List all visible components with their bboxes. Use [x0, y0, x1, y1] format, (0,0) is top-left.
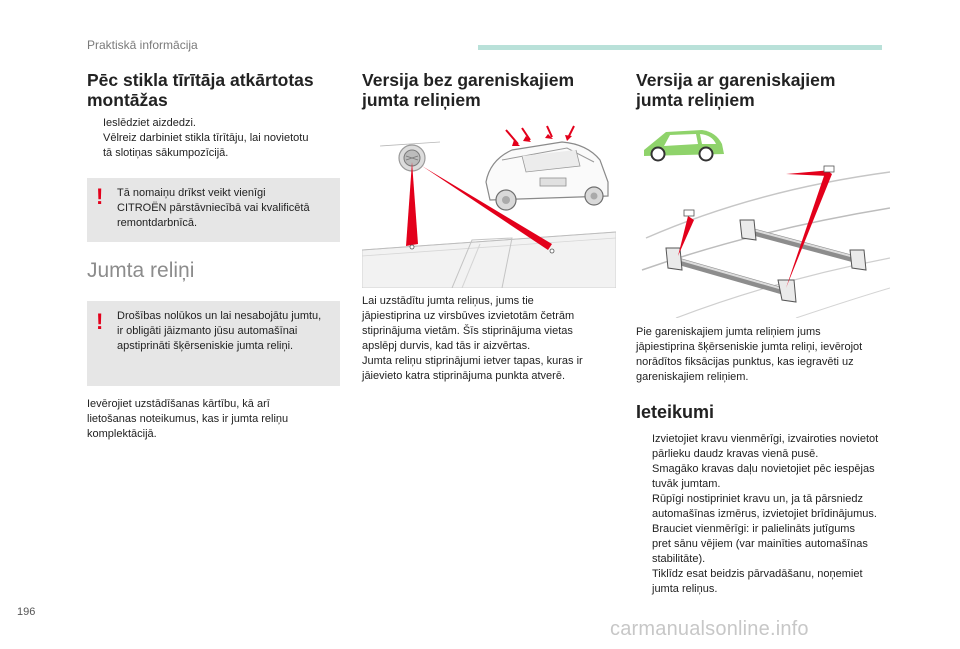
- list-item: Smagāko kravas daļu novietojiet pēc iespējas tuvāk jumtam.: [652, 463, 875, 490]
- tips-title: Ieteikumi: [636, 402, 715, 422]
- list-item: Ieslēdziet aizdedzi.: [103, 117, 196, 129]
- section-title: Jumta reliņi: [87, 259, 195, 282]
- watermark: carmanualsonline.info: [610, 618, 809, 640]
- warning-box: [87, 301, 340, 386]
- col1-paragraph: Ievērojiet uzstādīšanas kārtību, kā arī lietošanas noteikumus, kas ir jumta reliņu komplektācijā.: [87, 398, 289, 440]
- warning-text: Drošības nolūkos un lai nesabojātu jumtu, ir obligāti jāizmanto jūsu automašīnai apstiprināti šķērseniskie jumta reliņi.: [117, 310, 322, 352]
- warning-icon: !: [96, 184, 104, 209]
- list-item: Vēlreiz darbiniet stikla tīrītāju, lai novietotu tā slotiņas sākumpozīcijā.: [103, 132, 309, 159]
- col1-title: Pēc stikla tīrītāja atkārtotas montāžas: [87, 70, 314, 110]
- page-number: 196: [17, 606, 36, 618]
- warning-box: [87, 178, 340, 242]
- list-item: Brauciet vienmērīgi: ir palielināts jutīgums pret sānu vējiem (var mainīties automašīnas stabilitāte).: [652, 523, 868, 565]
- section-header: Praktiskā informācija: [87, 38, 198, 52]
- list-item: Izvietojiet kravu vienmērīgi, izvairoties novietot pārlieku daudz kravas vienā pusē.: [652, 433, 879, 460]
- col1-bullets: [87, 116, 342, 161]
- roof-bars-illustration: [636, 120, 890, 318]
- car-icon: [644, 130, 724, 161]
- list-item: Tiklīdz esat beidzis pārvadāšanu, noņemiet jumta reliņus.: [652, 568, 863, 595]
- warning-text: Tā nomaiņu drīkst veikt vienīgi CITROËN pārstāvniecībā vai kvalificētā remontdarbnīcā.: [117, 187, 310, 229]
- list-item: Rūpīgi nostipriniet kravu un, ja tā pārsniedz automašīnas izmērus, izvietojiet brīdinājumus.: [652, 493, 877, 520]
- warning-icon: !: [96, 309, 104, 334]
- col2-paragraph: Lai uzstādītu jumta reliņus, jums tie jāpiestiprina uz virsbūves izvietotām četrām stiprinājuma vietām. Šīs stiprinājuma vietas apslēpj durvis, kad tās ir aizvērtas. Jumta reliņu stiprinājumi ietver tapas, kuras ir jāievieto katra stiprinājuma punkta atverē.: [362, 295, 583, 382]
- col2-title: Versija bez gareniskajiem jumta reliņiem: [362, 70, 575, 110]
- col3-title: Versija ar gareniskajiem jumta reliņiem: [636, 70, 836, 110]
- col3-paragraph: Pie gareniskajiem jumta reliņiem jums jāpiestiprina šķērseniskie jumta reliņi, ievērojot norādītos fiksācijas punktus, kas iegravēti uz gareniskajiem reliņiem.: [636, 326, 863, 383]
- header-accent-bar: [478, 45, 882, 50]
- roof-mounting-illustration: [362, 120, 616, 288]
- tips-list: [636, 432, 901, 597]
